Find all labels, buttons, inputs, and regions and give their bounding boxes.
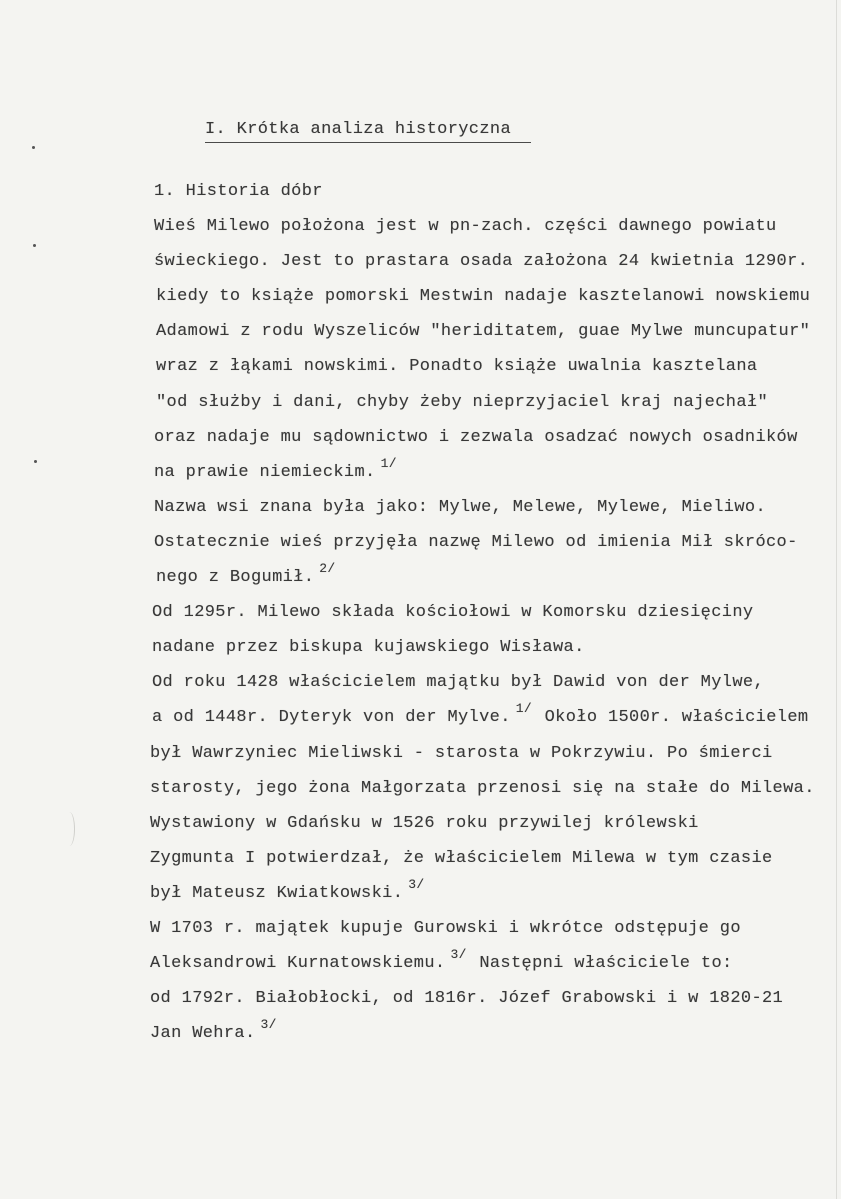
document-body: [150, 174, 830, 1051]
text-line: [150, 736, 830, 771]
paper-smudge: [64, 812, 75, 846]
text-line: [150, 700, 830, 735]
line-text: był Mateusz Kwiatkowski.: [150, 883, 404, 903]
line-text: od 1792r. Białobłocki, od 1816r. Józef Grabowski i w 1820-21: [150, 989, 784, 1009]
text-line: [150, 876, 830, 911]
footnote-ref: 3/: [450, 947, 467, 963]
line-text: Nazwa wsi znana była jako: Mylwe, Melewe, Mylewe, Mieliwo.: [154, 497, 766, 517]
text-line: [150, 946, 830, 981]
text-line: [150, 771, 830, 806]
section-heading: 1. Historia dóbr: [154, 182, 323, 201]
line-text: oraz nadaje mu sądownictwo i zezwala osadzać nowych osadników: [154, 427, 798, 447]
line-text: był Wawrzyniec Mieliwski - starosta w Pokrzywiu. Po śmierci: [150, 743, 773, 763]
chapter-heading: I. Krótka analiza historyczna: [205, 118, 531, 143]
line-text: kiedy to książe pomorski Mestwin nadaje kasztelanowi nowskiemu: [156, 287, 811, 307]
line-text: Wystawiony w Gdańsku w 1526 roku przywilej królewski: [150, 813, 699, 833]
footnote-ref: 3/: [408, 876, 425, 892]
text-line: [150, 841, 830, 876]
line-text: W 1703 r. majątek kupuje Gurowski i wkrótce odstępuje go: [150, 918, 741, 938]
line-text: świeckiego. Jest to prastara osada założona 24 kwietnia 1290r.: [154, 252, 809, 272]
text-line: [150, 385, 830, 420]
line-text: na prawie niemieckim.: [154, 462, 376, 482]
text-line: [150, 595, 830, 630]
line-text: Aleksandrowi Kurnatowskiemu.: [150, 954, 446, 974]
line-text: Wieś Milewo położona jest w pn-zach. części dawnego powiatu: [154, 217, 777, 237]
punch-mark: [32, 146, 35, 149]
text-line: [150, 209, 830, 244]
text-line: [150, 279, 830, 314]
text-line: [150, 806, 830, 841]
text-line: [150, 1016, 830, 1051]
text-line: [150, 314, 830, 349]
line-text: nego z Bogumił.: [156, 568, 315, 588]
line-text-continued: Następni właściciele to:: [468, 954, 733, 974]
text-line: [150, 665, 830, 700]
line-text: Adamowi z rodu Wyszeliców "heriditatem, guae Mylwe muncupatur": [156, 322, 811, 342]
text-line: [150, 630, 830, 665]
footnote-ref: 2/: [319, 561, 336, 577]
footnote-ref: 3/: [260, 1017, 277, 1033]
text-line: [150, 244, 830, 279]
footnote-ref: 1/: [380, 455, 397, 471]
line-text: nadane przez biskupa kujawskiego Wisława.: [152, 638, 585, 658]
line-text: "od służby i dani, chyby żeby nieprzyjaciel kraj najechał": [156, 392, 768, 412]
text-line: [150, 490, 830, 525]
line-text-continued: Około 1500r. właścicielem: [534, 708, 809, 728]
text-line: [150, 349, 830, 384]
punch-mark: [33, 244, 36, 247]
text-line: [150, 911, 830, 946]
line-text: Zygmunta I potwierdzał, że właścicielem Milewa w tym czasie: [150, 848, 773, 868]
text-line: [150, 420, 830, 455]
text-line: [150, 455, 830, 490]
line-text: Ostatecznie wieś przyjęła nazwę Milewo od imienia Mił skróco-: [154, 532, 798, 552]
line-text: a od 1448r. Dyteryk von der Mylve.: [152, 708, 511, 728]
text-line: [150, 560, 830, 595]
punch-mark: [34, 460, 37, 463]
paper-edge: [836, 0, 837, 1199]
line-text: wraz z łąkami nowskimi. Ponadto książe uwalnia kasztelana: [156, 357, 758, 377]
line-text: Od 1295r. Milewo składa kościołowi w Komorsku dziesięciny: [152, 603, 754, 623]
line-text: Od roku 1428 właścicielem majątku był Dawid von der Mylwe,: [152, 673, 764, 693]
line-text: Jan Wehra.: [150, 1024, 256, 1044]
text-line: [150, 981, 830, 1016]
text-line: [150, 525, 830, 560]
footnote-ref: 1/: [515, 701, 533, 717]
line-text: starosty, jego żona Małgorzata przenosi się na stałe do Milewa.: [150, 778, 815, 798]
